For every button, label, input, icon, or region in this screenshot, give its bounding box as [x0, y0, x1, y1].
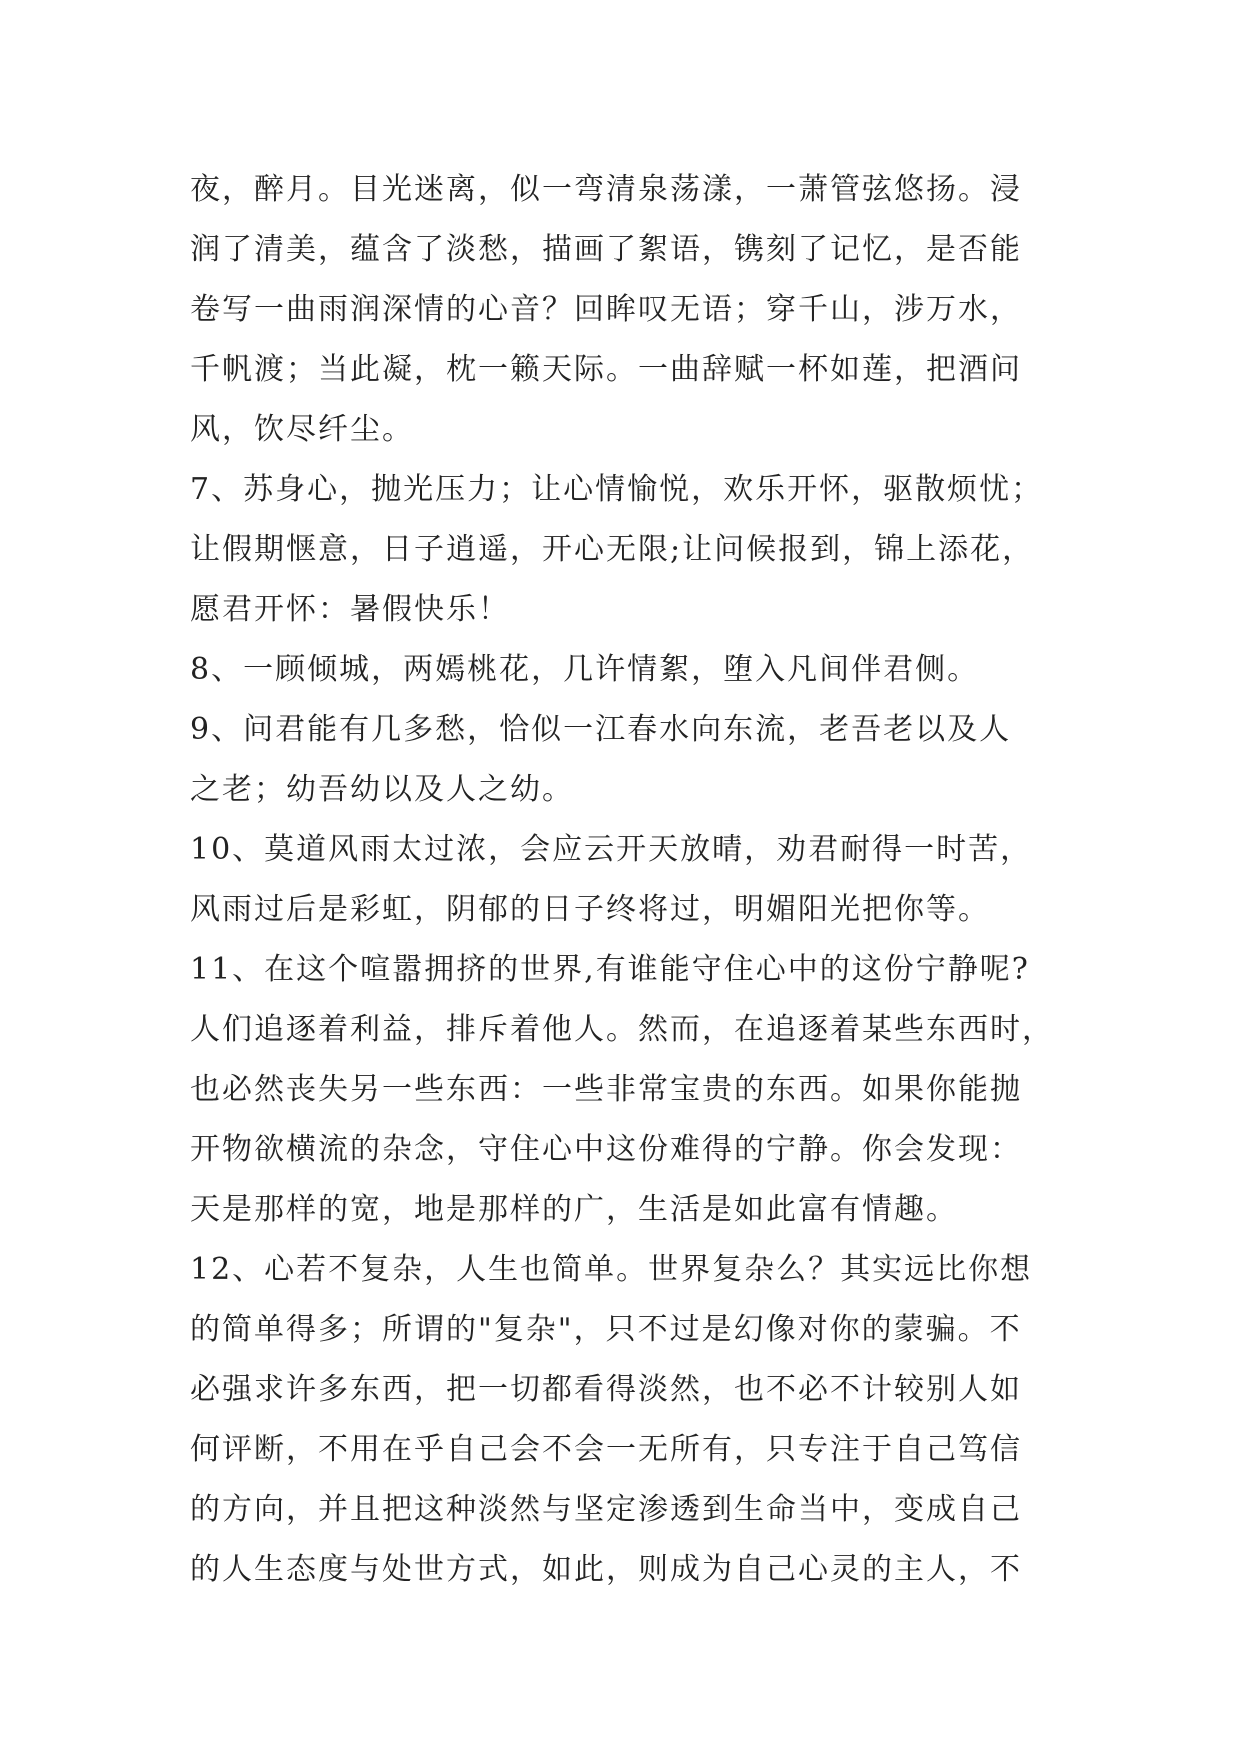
text-line: 卷写一曲雨润深情的心音？回眸叹无语；穿千山，涉万水， [190, 292, 1022, 327]
text-line: 风，饮尽纤尘。 [190, 412, 414, 447]
text-line: 何评断，不用在乎自己会不会一无所有，只专注于自己笃信 [190, 1432, 1022, 1467]
text-line: 之老；幼吾幼以及人之幼。 [190, 772, 574, 807]
text-line: 的方向，并且把这种淡然与坚定渗透到生命当中，变成自己 [190, 1492, 1022, 1527]
text-line: 11、在这个喧嚣拥挤的世界,有谁能守住心中的这份宁静呢? [190, 952, 1030, 987]
text-line: 12、心若不复杂，人生也简单。世界复杂么？其实远比你想 [190, 1252, 1033, 1287]
text-line: 也必然丧失另一些东西：一些非常宝贵的东西。如果你能抛 [190, 1072, 1022, 1107]
text-line: 7、苏身心，抛光压力；让心情愉悦，欢乐开怀，驱散烦忧； [190, 472, 1044, 507]
text-line: 润了清美，蕴含了淡愁，描画了絮语，镌刻了记忆，是否能 [190, 232, 1022, 267]
text-line: 的简单得多；所谓的"复杂"，只不过是幻像对你的蒙骗。不 [190, 1312, 1022, 1347]
text-line: 风雨过后是彩虹，阴郁的日子终将过，明媚阳光把你等。 [190, 892, 990, 927]
text-line: 千帆渡；当此凝，枕一籁天际。一曲辞赋一杯如莲，把酒问 [190, 352, 1022, 387]
text-line: 人们追逐着利益，排斥着他人。然而，在追逐着某些东西时， [190, 1012, 1054, 1047]
text-line: 的人生态度与处世方式，如此，则成为自己心灵的主人，不 [190, 1552, 1022, 1587]
text-line: 让假期惬意，日子逍遥，开心无限;让问候报到，锦上添花， [190, 532, 1035, 567]
text-line: 天是那样的宽，地是那样的广，生活是如此富有情趣。 [190, 1192, 958, 1227]
text-line: 10、莫道风雨太过浓，会应云开天放晴，劝君耐得一时苦， [190, 832, 1033, 867]
text-line: 8、一顾倾城，两嫣桃花，几许情絮，堕入凡间伴君侧。 [190, 652, 980, 687]
text-line: 9、问君能有几多愁，恰似一江春水向东流，老吾老以及人 [190, 712, 1012, 747]
text-line: 夜，醉月。目光迷离，似一弯清泉荡漾，一萧管弦悠扬。浸 [190, 172, 1022, 207]
text-line: 必强求许多东西，把一切都看得淡然，也不必不计较别人如 [190, 1372, 1022, 1407]
document-body [190, 160, 1070, 1600]
text-line: 愿君开怀：暑假快乐！ [190, 592, 510, 627]
text-line: 开物欲横流的杂念，守住心中这份难得的宁静。你会发现： [190, 1132, 1022, 1167]
